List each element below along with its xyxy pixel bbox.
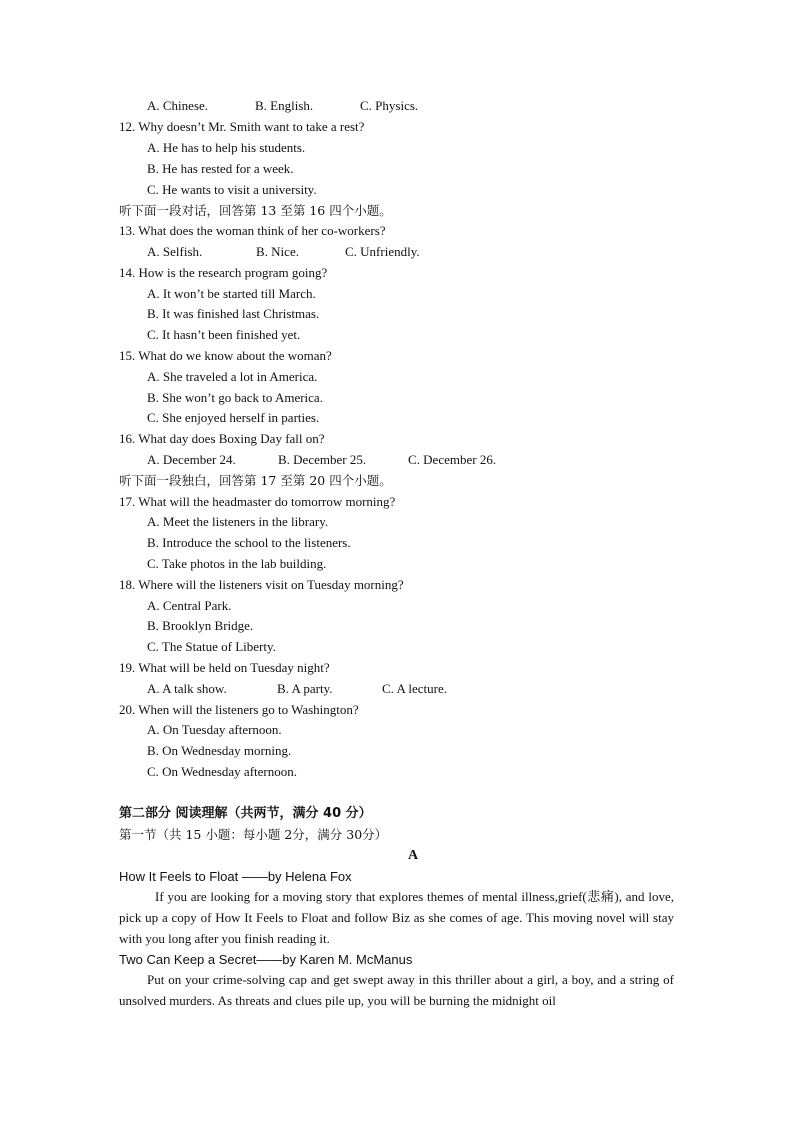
book-one-text: If you are looking for a moving story that explores themes of mental illness,grief(悲痛), and love, pick up a copy of How It Feels to Float and follow Biz as she comes of age. This moving novel will stay with you long after you finish reading it. <box>119 889 674 946</box>
q20-option-c: C. On Wednesday afternoon. <box>147 764 297 779</box>
book-one-title: How It Feels to Float ——by Helena Fox <box>119 869 352 884</box>
q19-option-a: A. A talk show. <box>147 681 227 696</box>
q14-option-c: C. It hasn’t been finished yet. <box>147 327 301 342</box>
q20-option-b: B. On Wednesday morning. <box>147 743 292 758</box>
q15-option-a: A. She traveled a lot in America. <box>147 369 318 384</box>
q17-option-a: A. Meet the listeners in the library. <box>147 514 329 529</box>
q15-question: 15. What do we know about the woman? <box>119 348 332 363</box>
q14-option-a: A. It won’t be started till March. <box>147 286 316 301</box>
q11-option-a: A. Chinese. <box>147 98 209 113</box>
q15-option-c: C. She enjoyed herself in parties. <box>147 410 320 425</box>
q16-option-b: B. December 25. <box>278 452 367 467</box>
q18-option-c: C. The Statue of Liberty. <box>147 639 276 654</box>
q13-option-a: A. Selfish. <box>147 244 203 259</box>
q19-option-b: B. A party. <box>277 681 333 696</box>
q17-option-b: B. Introduce the school to the listeners. <box>147 535 351 550</box>
q16-question: 16. What day does Boxing Day fall on? <box>119 431 325 446</box>
book-two-text: Put on your crime-solving cap and get swept away in this thriller about a girl, a boy, and a string of unsolved murders. As threats and clues pile up, you will be burning the midnight oil <box>119 972 674 1008</box>
q13-question: 13. What does the woman think of her co-workers? <box>119 223 386 238</box>
q19-question: 19. What will be held on Tuesday night? <box>119 660 330 675</box>
q13-option-b: B. Nice. <box>256 244 299 259</box>
passage-letter: A <box>408 848 419 863</box>
q18-option-b: B. Brooklyn Bridge. <box>147 618 254 633</box>
section-one-title: 第一节（共 15 小题：每小题 2分，满分 30分） <box>119 827 388 842</box>
q20-question: 20. When will the listeners go to Washington? <box>119 702 359 717</box>
q17-question: 17. What will the headmaster do tomorrow morning? <box>119 494 396 509</box>
q14-question: 14. How is the research program going? <box>119 265 328 280</box>
q12-option-b: B. He has rested for a week. <box>147 161 294 176</box>
instruction-17-20: 听下面一段独白，回答第 17 至第 20 四个小题。 <box>119 473 392 488</box>
q12-option-c: C. He wants to visit a university. <box>147 182 317 197</box>
q13-option-c: C. Unfriendly. <box>345 244 420 259</box>
q12-question: 12. Why doesn’t Mr. Smith want to take a rest? <box>119 119 365 134</box>
part-two-title: 第二部分 阅读理解（共两节，满分 40 分） <box>119 806 372 821</box>
q15-option-b: B. She won’t go back to America. <box>147 390 323 405</box>
q16-option-a: A. December 24. <box>147 452 236 467</box>
q19-option-c: C. A lecture. <box>382 681 447 696</box>
q12-option-a: A. He has to help his students. <box>147 140 306 155</box>
q16-option-c: C. December 26. <box>408 452 497 467</box>
q14-option-b: B. It was finished last Christmas. <box>147 306 320 321</box>
q11-option-c: C. Physics. <box>360 98 419 113</box>
q18-question: 18. Where will the listeners visit on Tuesday morning? <box>119 577 404 592</box>
q17-option-c: C. Take photos in the lab building. <box>147 556 327 571</box>
book-two-title: Two Can Keep a Secret——by Karen M. McManus <box>119 952 413 967</box>
q20-option-a: A. On Tuesday afternoon. <box>147 722 282 737</box>
instruction-13-16: 听下面一段对话，回答第 13 至第 16 四个小题。 <box>119 203 392 218</box>
q18-option-a: A. Central Park. <box>147 598 232 613</box>
q11-option-b: B. English. <box>255 98 314 113</box>
